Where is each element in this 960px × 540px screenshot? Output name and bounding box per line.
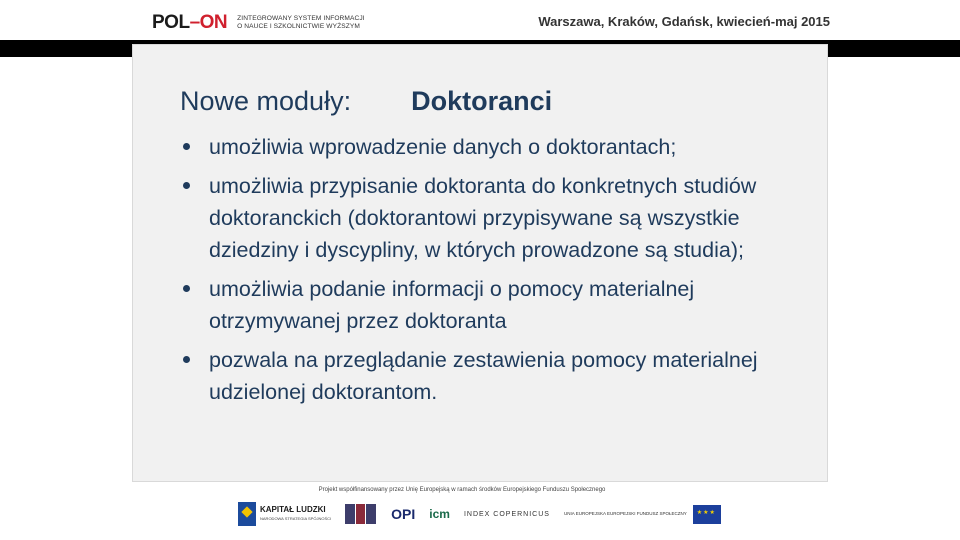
slide-content	[132, 44, 828, 482]
footer-logos	[154, 484, 770, 540]
kapital-ludzki-icon	[238, 502, 256, 526]
footer-caption: Projekt współfinansowany przez Unię Europejską w ramach środków Europejskiego Funduszu Społecznego	[318, 487, 606, 493]
ministry-logo-icon	[345, 504, 377, 524]
index-copernicus-logo: INDEX COPERNICUS	[463, 510, 550, 518]
icm-logo: icm	[429, 507, 450, 521]
list-item: pozwala na przeglądanie zestawienia pomocy materialnej udzielonej doktorantom.	[180, 344, 800, 408]
bullet-icon	[183, 285, 190, 292]
slide-title	[180, 86, 552, 117]
title-main: Doktoranci	[411, 86, 553, 116]
sponsor-logos	[238, 502, 721, 526]
list-item: umożliwia podanie informacji o pomocy materialnej otrzymywanej przez doktoranta	[180, 273, 800, 337]
list-item: umożliwia przypisanie doktoranta do konkretnych studiów doktoranckich (doktorantowi przypisywane są wszystkie dziedziny i dyscypliny, w których prowadzone są studia);	[180, 170, 800, 266]
eu-flag-icon	[693, 505, 721, 524]
bullet-icon	[183, 182, 190, 189]
eu-logo: UNIA EUROPEJSKA EUROPEJSKI FUNDUSZ SPOŁECZNY ★★★	[564, 505, 721, 524]
kapital-ludzki-logo: KAPITAŁ LUDZKI NARODOWA STRATEGIA SPÓJNOŚCI	[238, 502, 331, 526]
event-date-line: Warszawa, Kraków, Gdańsk, kwiecień-maj 2015	[538, 14, 830, 29]
bullet-icon	[183, 356, 190, 363]
logo-subtitle: ZINTEGROWANY SYSTEM INFORMACJI O NAUCE I SZKOLNICTWIE WYŻSZYM	[237, 15, 365, 30]
list-item: umożliwia wprowadzenie danych o doktorantach;	[180, 131, 800, 163]
bullet-list	[180, 131, 800, 415]
header	[0, 0, 960, 40]
bullet-icon	[183, 143, 190, 150]
title-prefix: Nowe moduły:	[180, 86, 352, 116]
opi-logo: OPI	[391, 506, 416, 522]
polon-logo	[152, 10, 367, 36]
logo-mark: POL–ON	[152, 12, 228, 33]
